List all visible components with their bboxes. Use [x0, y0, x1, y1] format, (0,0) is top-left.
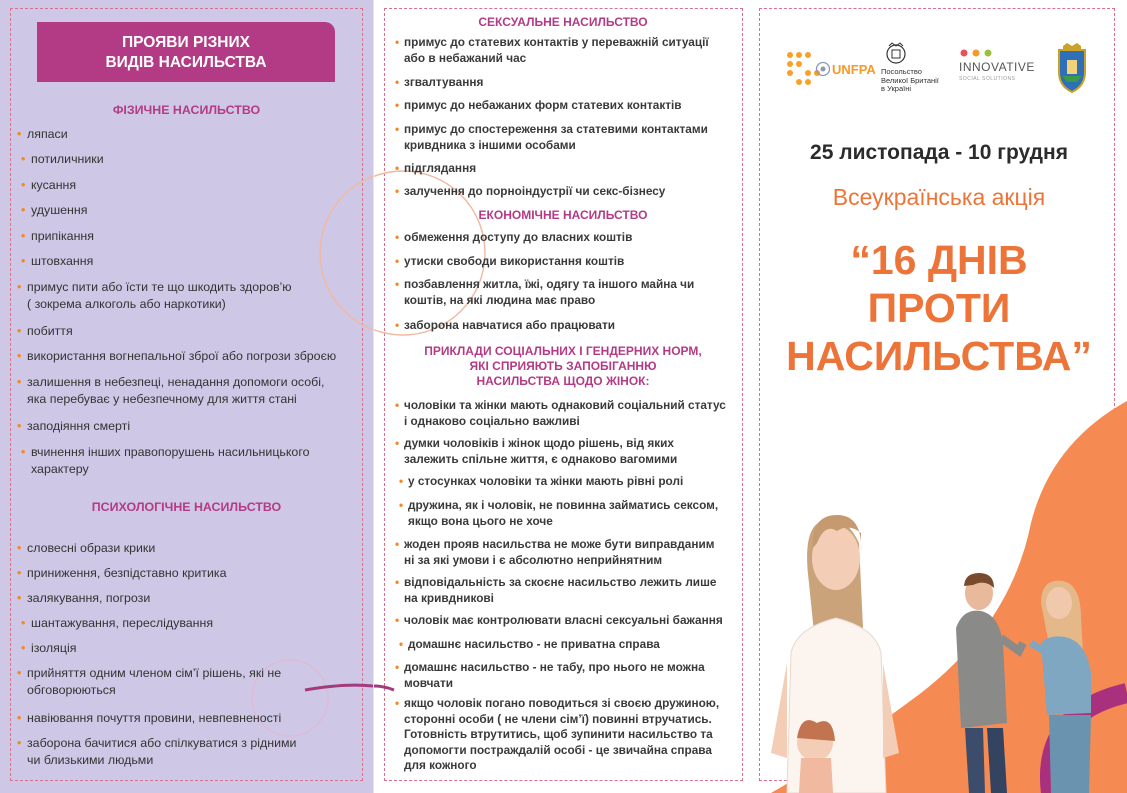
- line: або в небажаний час: [404, 50, 527, 65]
- line: • вчинення інших правопорушень насильницького: [31, 445, 310, 459]
- line: • домашнє насильство - не табу, про нього не можна: [404, 660, 705, 674]
- physical-title: ФІЗИЧНЕ НАСИЛЬСТВО: [112, 103, 261, 117]
- list-item: • словесні образи крики: [27, 540, 155, 557]
- left-panel: [0, 0, 373, 793]
- campaign-line: “16 ДНІВ: [850, 237, 1028, 283]
- header-box: [37, 22, 335, 82]
- unfpa-logo: [785, 48, 876, 92]
- line: в Україні: [881, 84, 912, 93]
- list-item: • ляпаси: [27, 126, 68, 143]
- campaign-line: НАСИЛЬСТВА”: [786, 333, 1092, 379]
- list-item: [27, 374, 352, 408]
- list-item: • побиття: [27, 323, 73, 340]
- line: • прийняття одним членом сім’ї рішень, які не: [27, 666, 282, 680]
- list-item: [27, 665, 347, 699]
- embassy-text: [881, 68, 939, 94]
- line: сторонні особи ( не члени сім’ї) повинні втручатись.: [404, 711, 712, 726]
- woman-figure: [771, 515, 899, 793]
- list-item: [404, 277, 724, 308]
- line: • заборона бачитися або спілкуватися з рідними: [27, 736, 297, 750]
- list-item: • шантажування, переслідування: [31, 615, 213, 632]
- list-item: • залучення до порноіндустрії чи секс-бізнесу: [404, 184, 724, 200]
- city-coat-of-arms-icon: [1053, 42, 1091, 94]
- list-item: [404, 436, 734, 467]
- list-item: • у стосунках чоловіки та жінки мають рівні ролі: [408, 474, 683, 490]
- list-item: • штовхання: [31, 253, 93, 270]
- line: • якщо чоловік погано поводиться зі своєю дружиною,: [404, 696, 720, 710]
- list-item: • кусання: [31, 177, 76, 194]
- list-item: • чоловік має контролювати власні сексуальні бажання: [404, 613, 734, 629]
- line: • залишення в небезпеці, ненадання допомоги особі,: [27, 375, 325, 389]
- line: обговорюються: [27, 683, 116, 697]
- list-item: • потиличники: [31, 151, 104, 168]
- list-item: • ізоляція: [31, 640, 76, 657]
- list-item: [404, 122, 724, 153]
- line: Готовність втрутитись, щоб зупинити насильство та: [404, 727, 713, 742]
- line: яка перебуває у небезпечному для життя стані: [27, 392, 297, 406]
- line: залежить спільне життя, є однаково вагомими: [404, 451, 678, 466]
- dots-icon: [959, 48, 1009, 58]
- economic-title: ЕКОНОМІЧНЕ НАСИЛЬСТВО: [478, 208, 648, 222]
- illustration: [751, 393, 1127, 793]
- list-item: • заподіяння смерті: [27, 418, 130, 435]
- line: кривдника з іншими особами: [404, 137, 576, 152]
- title-line: ПРИКЛАДИ СОЦІАЛЬНИХ І ГЕНДЕРНИХ НОРМ,: [424, 344, 702, 358]
- list-item: [404, 537, 734, 568]
- line: коштів, на які людина має право: [404, 292, 596, 307]
- header-line: ВИДІВ НАСИЛЬСТВА: [105, 54, 267, 71]
- line: • позбавлення житла, їжі, одягу та іншого майна чи: [404, 277, 695, 291]
- line: якщо вона цього не хоче: [408, 513, 553, 528]
- middle-panel: [373, 0, 751, 793]
- list-item: [404, 398, 734, 429]
- list-item: • утиски свободи використання коштів: [404, 254, 624, 270]
- line: • відповідальність за скоєне насильство лежить лише: [404, 575, 717, 589]
- list-item: • удушення: [31, 202, 87, 219]
- campaign-line: ПРОТИ: [867, 285, 1011, 331]
- line: • примус до спостереження за статевими контактами: [404, 122, 708, 136]
- line: характеру: [31, 462, 89, 476]
- unfpa-label: UNFPA: [832, 62, 876, 77]
- line: ( зокрема алкоголь або наркотики): [27, 297, 226, 311]
- line: мовчати: [404, 675, 454, 690]
- list-item: • примус до небажаних форм статевих контактів: [404, 98, 724, 114]
- line: • дружина, як і чоловік, не повинна займатись сексом,: [408, 498, 719, 512]
- header-line: ПРОЯВИ РІЗНИХ: [122, 34, 250, 51]
- date-range: 25 листопада - 10 грудня: [810, 141, 1068, 164]
- list-item: [404, 575, 734, 606]
- line: Посольство: [881, 67, 922, 76]
- action-title: Всеукраїнська акція: [832, 184, 1046, 210]
- list-item: • домашнє насильство - не приватна справа: [408, 637, 660, 653]
- list-item: • навіювання почуття провини, невпевненості: [27, 710, 281, 727]
- psych-title: ПСИХОЛОГІЧНЕ НАСИЛЬСТВО: [91, 500, 282, 514]
- list-item: [408, 498, 738, 529]
- list-item: • залякування, погрози: [27, 590, 150, 607]
- line: • жоден прояв насильства не може бути виправданим: [404, 537, 715, 551]
- line: для кожного: [404, 758, 477, 773]
- right-panel: [751, 0, 1127, 793]
- campaign-title: [751, 236, 1127, 380]
- line: ні за які умови і є абсолютно неприйнятним: [404, 552, 663, 567]
- list-item: • підглядання: [404, 161, 476, 177]
- embassy-logo: [879, 42, 949, 98]
- coat-of-arms-icon: [883, 42, 909, 66]
- innovative-sub: SOCIAL SOLUTIONS: [959, 76, 1016, 82]
- line: Великої Британії: [881, 75, 939, 85]
- innovative-label: INNOVATIVE: [959, 60, 1035, 74]
- line: • думки чоловіків і жінок щодо рішень, від яких: [404, 436, 674, 450]
- line: • примус до статевих контактів у переважній ситуації: [404, 35, 709, 49]
- list-item: • згвалтування: [404, 75, 483, 91]
- norms-title: [374, 344, 751, 389]
- line: • примус пити або їсти те що шкодить здоров’ю: [27, 280, 292, 294]
- list-item: • припікання: [31, 228, 94, 245]
- sexual-title: СЕКСУАЛЬНЕ НАСИЛЬСТВО: [478, 15, 648, 29]
- list-item: [404, 35, 724, 66]
- list-item: • обмеження доступу до власних коштів: [404, 230, 632, 246]
- list-item: [404, 696, 739, 774]
- title-line: ЯКІ СПРИЯЮТЬ ЗАПОБІГАННЮ: [469, 359, 657, 373]
- line: • чоловіки та жінки мають однаковий соціальний статус: [404, 398, 726, 412]
- list-item: [404, 660, 734, 691]
- line: чи близькими людьми: [27, 753, 154, 767]
- line: і однаково соціально важливі: [404, 413, 580, 428]
- list-item: • заборона навчатися або працювати: [404, 318, 615, 334]
- list-item: [27, 735, 347, 769]
- list-item: • використання вогнепальної зброї або погрози зброєю: [27, 348, 362, 365]
- list-item: [31, 444, 351, 478]
- un-emblem-icon: [815, 61, 831, 77]
- list-item: • приниження, безпідставно критика: [27, 565, 227, 582]
- list-item: [27, 279, 347, 313]
- innovative-logo: [957, 48, 1045, 88]
- title-line: НАСИЛЬСТВА ЩОДО ЖІНОК:: [476, 374, 650, 388]
- line: на кривдникові: [404, 590, 494, 605]
- line: допомогти постраждалій особі - це звичайна справа: [404, 742, 712, 757]
